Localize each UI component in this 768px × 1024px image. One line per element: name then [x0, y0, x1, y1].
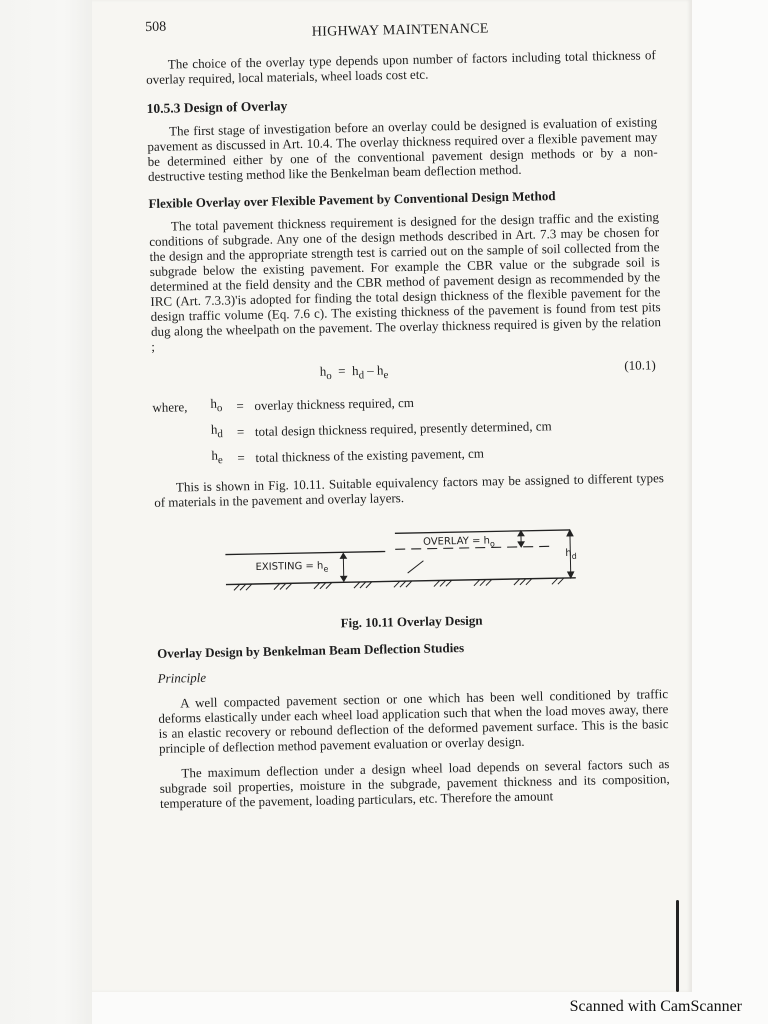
overlay-figure: [155, 510, 667, 615]
conventional-heading: Flexible Overlay over Flexible Pavement by Conventional Design Method: [148, 188, 556, 211]
figure-intro: This is shown in Fig. 10.11. Suitable equivalency factors may be assigned to different types of materials in the pavement and overlay layers.: [154, 470, 665, 510]
conventional-paragraph: The total pavement thickness requirement is designed for the design traffic and the existing conditions of subgrade. Any one of the design methods described in Art. 7.3 may be chosen for the design and the appropriate strength test is carried out on the sample of soil collected from the subgrade below the existing pavement. For example the CBR value or the subgrade soil is determined at the field density and the CBR method of pavement design as recommended by the IRC (Art. 7.3.3)'is adopted for finding the total design thickness of the flexible pavement for the design traffic volume (Eq. 7.6 c). The existing thickness of the pavement is found from test pits dug along the wheelpath on the pavement. The overlay thickness required is given by the relation ;: [149, 209, 662, 354]
running-head: HIGHWAY MAINTENANCE: [311, 21, 489, 40]
intro-paragraph: The choice of the overlay type depends upon number of factors including total thickness of overlay required, local materials, wheel loads cost etc.: [145, 47, 656, 87]
deflection-paragraph: The maximum deflection under a design wheel load depends on several factors such as subgrade soil properties, moisture in the subgrade, pavement thickness and its composition, temperature of the pavement, loading particulars, etc. Therefore the amount: [159, 756, 670, 811]
equation: [152, 354, 662, 386]
page-edge: [676, 900, 679, 992]
where-row: $h_e$ = total thickness of the existing pavement, cm: [153, 436, 663, 472]
slope-stroke: [407, 561, 423, 573]
where-table: [152, 384, 663, 472]
figure-caption: Fig. 10.11 Overlay Design: [340, 612, 483, 631]
existing-label: EXISTING = $h_e$: [255, 560, 329, 574]
principle-heading: Principle: [157, 669, 207, 686]
overlay-top-line: [395, 530, 570, 533]
equation-number: (10.1): [624, 357, 656, 373]
page-content: [145, 10, 670, 821]
section-paragraph: The first stage of investigation before an overlay could be designed is evaluation of existing pavement as discussed in Art. 10.4. The overlay thickness required over a flexible pavement may be determined either by one of the conventional pavement design methods or by a non-destructive testing method like the Benkelman beam deflection method.: [147, 114, 658, 184]
section-heading: 10.5.3 Design of Overlay: [146, 98, 288, 116]
where-label: where,: [152, 398, 188, 415]
overlay-label: OVERLAY = $h_o$: [422, 535, 495, 549]
where-desc: total design thickness required, presently determined, cm: [254, 417, 552, 439]
existing-arrow: [340, 553, 347, 581]
overlay-arrow: [518, 531, 524, 547]
where-desc: overlay thickness required, cm: [254, 394, 415, 413]
equation-body: $h_o = h_d - h_e$: [319, 362, 389, 383]
principle-paragraph: A well compacted pavement section or one which has been well conditioned by traffic deforms elastically under each wheel load application such that when the load moves away, there is an elastic recovery or rebound deflection of the deformed pavement surface. This is the basic principle of deflection method pavement evaluation or overlay design.: [158, 686, 669, 756]
existing-surface-line: [225, 551, 385, 554]
where-desc: total thickness of the existing pavement, cm: [255, 445, 485, 465]
ground-hatch: [234, 578, 564, 590]
camscanner-watermark: Scanned with CamScanner: [569, 998, 742, 1015]
page-number: 508: [145, 19, 167, 35]
overlay-diagram: [225, 512, 587, 609]
where-row: where, $h_o$ = overlay thickness required, cm: [152, 384, 662, 420]
benkelman-heading: Overlay Design by Benkelman Beam Deflection Studies: [157, 639, 465, 661]
where-row: $h_d$ = total design thickness required, presently determined, cm: [153, 410, 663, 446]
total-label: $h_d$: [565, 547, 577, 561]
background-margin: [0, 0, 92, 1024]
